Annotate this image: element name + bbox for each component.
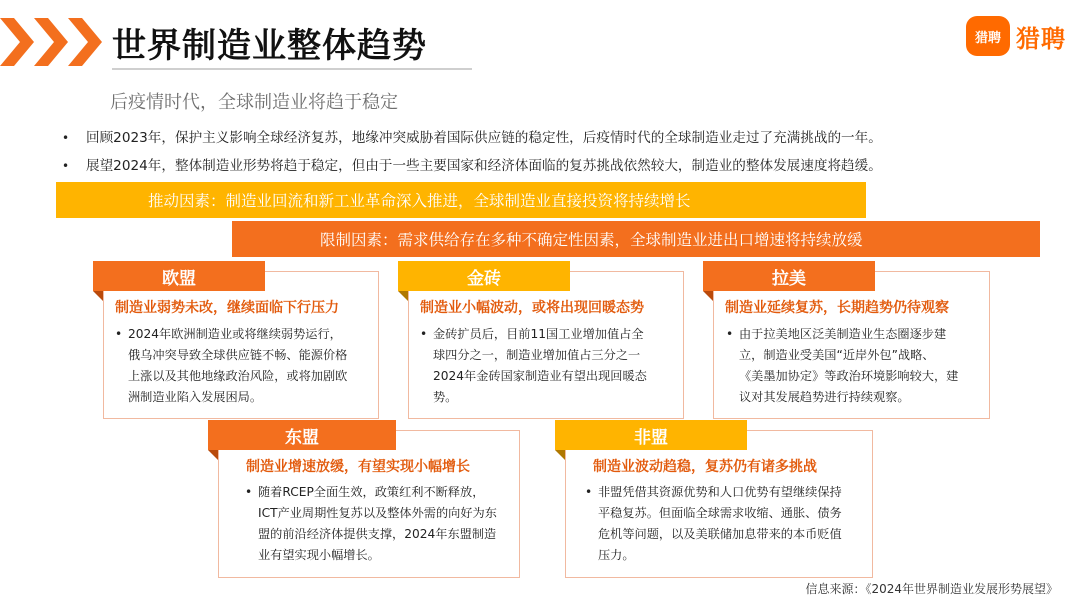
body-line: 《美墨加协定》等政治环境影响较大，建: [739, 369, 959, 383]
list-item: [58, 152, 1068, 180]
region-tag: 非盟: [555, 420, 747, 450]
region-card-europe: [93, 261, 379, 419]
bullet-icon: •: [115, 327, 123, 341]
body-line: 球四分之一，制造业增加值占三分之一: [433, 348, 641, 362]
brand-logo: [966, 16, 1066, 56]
bullet-icon: •: [420, 327, 428, 341]
body-line: 上涨以及其他地缘政治风险，或将加剧欧: [128, 369, 348, 383]
region-tag: 拉美: [703, 261, 875, 291]
body-line: 俄乌冲突导致全球供应链不畅、能源价格: [128, 348, 348, 362]
bullet-icon: •: [245, 485, 253, 499]
region-body: [115, 324, 348, 408]
body-line: 金砖扩员后，目前11国工业增加值占全: [433, 327, 644, 341]
body-line: 随着RCEP全面生效，政策红利不断释放，: [258, 485, 485, 499]
limiting-factors-banner: [232, 221, 1040, 257]
logo-text: 猎聘: [1016, 24, 1066, 53]
page-subtitle: 后疫情时代，全球制造业将趋于稳定: [110, 92, 398, 113]
limiting-factors-text: 限制因素：需求供给存在多种不确定性因素，全球制造业进出口增速将持续放缓: [320, 231, 863, 249]
body-line: 洲制造业陷入发展困局。: [128, 390, 263, 404]
region-body: [585, 482, 842, 566]
body-line: 2024年金砖国家制造业有望出现回暖态: [433, 369, 647, 383]
region-tag: 东盟: [208, 420, 396, 450]
bullet-icon: •: [62, 159, 70, 173]
region-tag: 欧盟: [93, 261, 265, 291]
body-line: 业有望实现小幅增长。: [258, 548, 380, 562]
body-line: 压力。: [598, 548, 635, 562]
region-body: [726, 324, 959, 408]
tag-fold: [208, 450, 218, 460]
body-line: 由于拉美地区泛美制造业生态圈逐步建: [739, 327, 947, 341]
body-line: 势。: [433, 390, 458, 404]
body-line: 立，制造业受美国“近岸外包”战略、: [739, 348, 935, 362]
region-headline: 制造业延续复苏，长期趋势仍待观察: [725, 300, 949, 316]
body-line: 危机等问题，以及美联储加息带来的本币贬值: [598, 527, 842, 541]
driving-factors-text: 推动因素：制造业回流和新工业革命深入推进，全球制造业直接投资将持续增长: [148, 192, 691, 210]
driving-factors-banner: [56, 182, 866, 218]
tag-fold: [703, 291, 713, 301]
bullet-text: 展望2024年，整体制造业形势将趋于稳定，但由于一些主要国家和经济体面临的复苏挑战依然较大，制造业的整体发展速度将趋缓。: [86, 158, 882, 174]
region-headline: 制造业小幅波动，或将出现回暖态势: [420, 300, 644, 316]
region-body: [420, 324, 647, 408]
body-line: 盟的前沿经济体提供支撑，2024年东盟制造: [258, 527, 497, 541]
bullet-icon: •: [62, 131, 70, 145]
region-headline: 制造业增速放缓，有望实现小幅增长: [246, 459, 470, 475]
logo-badge: 猎聘: [966, 16, 1010, 56]
body-line: ICT产业周期性复苏以及整体外需的向好为东: [258, 506, 497, 520]
list-item: [58, 124, 1068, 152]
bullet-icon: •: [726, 327, 734, 341]
tag-fold: [555, 450, 565, 460]
bullet-icon: •: [585, 485, 593, 499]
body-line: 2024年欧洲制造业或将继续弱势运行，: [128, 327, 342, 341]
chevron-arrows-icon: [0, 14, 102, 70]
bullet-text: 回顾2023年，保护主义影响全球经济复苏，地缘冲突威胁着国际供应链的稳定性，后疫情时代的全球制造业走过了充满挑战的一年。: [86, 130, 882, 146]
region-card-asean: [208, 420, 520, 578]
tag-fold: [93, 291, 103, 301]
body-line: 平稳复苏。但面临全球需求收缩、通胀、债务: [598, 506, 842, 520]
page-title: 世界制造业整体趋势: [112, 26, 427, 66]
tag-fold: [398, 291, 408, 301]
region-card-latam: [703, 261, 990, 419]
region-card-africa: [555, 420, 873, 578]
region-body: [245, 482, 497, 566]
intro-bullets: [58, 124, 1068, 180]
source-note: 信息来源：《2024年世界制造业发展形势展望》: [805, 582, 1058, 596]
region-card-brics: [398, 261, 684, 419]
region-headline: 制造业弱势未改，继续面临下行压力: [115, 300, 339, 316]
body-line: 非盟凭借其资源优势和人口优势有望继续保持: [598, 485, 842, 499]
body-line: 议对其发展趋势进行持续观察。: [739, 390, 910, 404]
region-headline: 制造业波动趋稳，复苏仍有诸多挑战: [593, 459, 817, 475]
region-tag: 金砖: [398, 261, 570, 291]
title-underline: [112, 68, 472, 70]
